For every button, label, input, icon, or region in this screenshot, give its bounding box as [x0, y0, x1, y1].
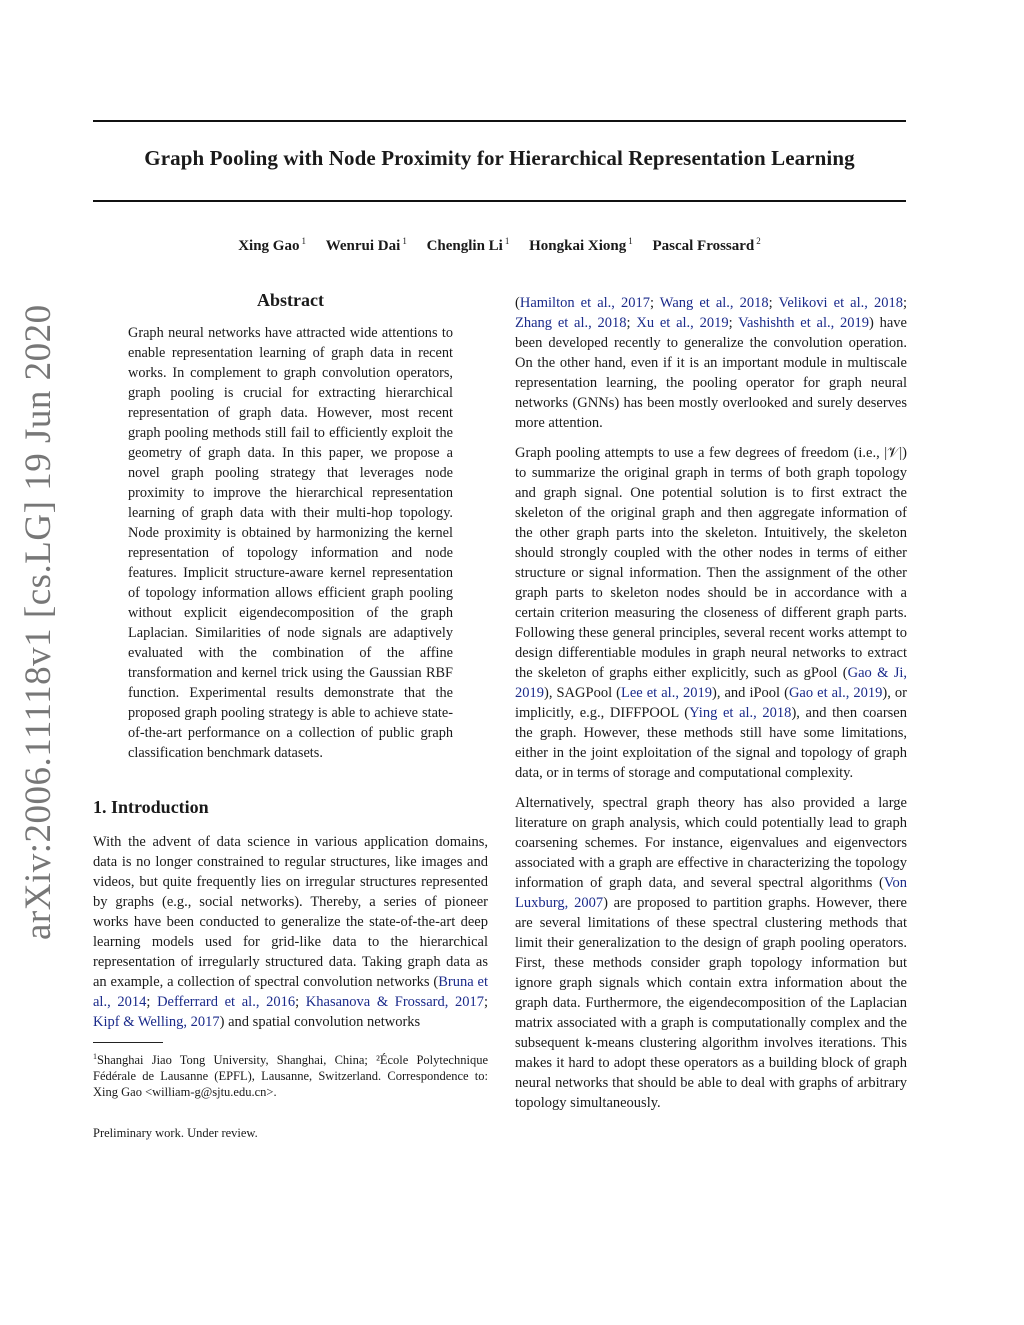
- citation-link[interactable]: Von Luxburg, 2007: [515, 875, 907, 911]
- citation-link[interactable]: Vashishth et al., 2019: [738, 315, 870, 331]
- citation-link[interactable]: Hamilton et al., 2017: [519, 295, 650, 311]
- author: Wenrui Dai $^1$: [325, 236, 407, 254]
- abstract-text: Graph neural networks have attracted wide attentions to enable representation learning of graph data in recent works. In complement to graph convolution operators, graph pooling is crucial for extracting hierarchical representation of graph data. However, most recent graph pooling methods still fail to efficiently exploit the geometry of graph data. In this paper, we propose a novel graph pooling strategy that leverages node proximity to improve the hierarchical representation learning of graph data with their multi-hop topology. Node proximity is obtained by harmonizing the kernel representation of topology information and node features. Implicit structure-aware kernel representation of topology information allows efficient graph pooling without explicit eigendecomposition of the graph Laplacian. Similarities of node signals are adaptively evaluated with the combination of the affine transformation and kernel trick using the Gaussian RBF function. Experimental results demonstrate that the proposed graph pooling strategy is able to achieve state-of-the-art performance on a collection of public graph classification benchmark datasets.: [128, 325, 453, 761]
- citation-link[interactable]: Zhang et al., 2018: [515, 315, 627, 331]
- citation-link[interactable]: Xu et al., 2019: [636, 315, 729, 331]
- citation-link[interactable]: Lee et al., 2019: [620, 685, 712, 701]
- citation-link[interactable]: Wang et al., 2018: [659, 295, 769, 311]
- footnote-rule: [93, 1042, 163, 1043]
- right-paragraph-3: Alternatively, spectral graph theory has also provided a large literature on graph analysis, which could potentially lead to graph coarsening schemes. For instance, eigenvalues and eigenvectors associated with a graph are effective in characterizing the topology information of graph data, and several spectral algorithms (Von Luxburg, 2007) are proposed to partition graphs. However, there are several limitations of these spectral clustering methods that limit their generalization to the design of graph pooling operators. First, these methods consider graph topology information but ignore graph signals which contain extra information about the graph data. Furthermore, the eigendecomposition of the Laplacian matrix associated with a graph is computationally complex and the subsequent k-means clustering algorithm involves iterations. This makes it hard to adopt these operators as a building block of graph neural networks that should be able to deal with graphs of arbitrary topology simultaneously.: [515, 795, 907, 1111]
- citation-link[interactable]: Khasanova & Frossard, 2017: [305, 994, 484, 1010]
- author-list: [93, 236, 906, 255]
- left-column: [93, 290, 488, 1141]
- abstract-heading: Abstract: [257, 290, 324, 310]
- author: Hongkai Xiong $^1$: [529, 236, 633, 254]
- intro-paragraph: With the advent of data science in various application domains, data is no longer constrained to regular structures, like images and videos, but quite frequently lies on irregular structures represented by graphs (e.g., social networks). Thereby, a series of pioneer works have been conducted to generalize the state-of-the-art deep learning models used for grid-like data to the hierarchical representation of irregularly structured data. Taking graph data as an example, a collection of spectral convolution networks (Bruna et al., 2014; Defferrard et al., 2016; Khasanova & Frossard, 2017; Kipf & Welling, 2017) and spatial convolution networks: [93, 834, 489, 1030]
- affiliation-footnote: $^1$Shanghai Jiao Tong University, Shanghai, China; ²École Polytechnique Fédérale de Lausanne (EPFL), Lausanne, Switzerland. Correspondence to: Xing Gao <william-g@sjtu.edu.cn>.: [93, 1052, 488, 1100]
- title-bottom-rule: [93, 200, 906, 202]
- right-column: [515, 293, 907, 1123]
- paper-title: Graph Pooling with Node Proximity for Hierarchical Representation Learning: [144, 146, 855, 170]
- section-heading-introduction: 1. Introduction: [93, 797, 209, 817]
- right-paragraph-2: Graph pooling attempts to use a few degrees of freedom (i.e., |𝒱|) to summarize the original graph in terms of both graph topology and graph signal. One potential solution is to first extract the skeleton of the original graph and then aggregate information of the other graph parts into the skeleton. Intuitively, the skeleton should strongly coupled with the other nodes in terms of either structure or signal information. Then the assignment of the other graph parts to skeleton nodes should be in accordance with a certain criterion measuring the closeness of different graph parts. Following these general principles, several recent works attempt to design differentiable modules in graph neural networks to extract the skeleton of graphs either explicitly, such as gPool (Gao & Ji, 2019), SAGPool (Lee et al., 2019), and iPool (Gao et al., 2019), or implicitly, e.g., DIFFPOOL (Ying et al., 2018), and then coarsen the graph. However, these methods still have some limitations, either in the joint exploitation of the signal and topology of graph data, or in terms of storage and computational complexity.: [515, 445, 907, 781]
- citation-link[interactable]: Gao & Ji, 2019: [515, 665, 907, 701]
- arxiv-stamp: arXiv:2006.11118v1 [cs.LG] 19 Jun 2020: [18, 304, 59, 940]
- citation-link[interactable]: Gao et al., 2019: [788, 685, 883, 701]
- author: Xing Gao $^1$: [238, 236, 306, 254]
- right-paragraph-1: (Hamilton et al., 2017; Wang et al., 2018; Velikovi et al., 2018; Zhang et al., 2018; Xu et al., 2019; Vashishth et al., 2019) have been developed recently to generalize the convolution operation. On the other hand, even if it is an important module in multiscale representation learning, the pooling operator for graph neural networks (GNNs) has been mostly overlooked and surely deserves more attention.: [515, 295, 907, 431]
- citation-link[interactable]: Defferrard et al., 2016: [157, 994, 296, 1010]
- citation-link[interactable]: Ying et al., 2018: [689, 705, 792, 721]
- citation-link[interactable]: Velikovi et al., 2018: [778, 295, 903, 311]
- title-top-rule: [93, 120, 906, 122]
- citation-link[interactable]: Bruna et al., 2014: [93, 974, 488, 1010]
- author: Pascal Frossard $^2$: [652, 236, 761, 254]
- author: Chenglin Li $^1$: [426, 236, 510, 254]
- preliminary-note: Preliminary work. Under review.: [93, 1126, 258, 1141]
- citation-link[interactable]: Kipf & Welling, 2017: [93, 1014, 220, 1030]
